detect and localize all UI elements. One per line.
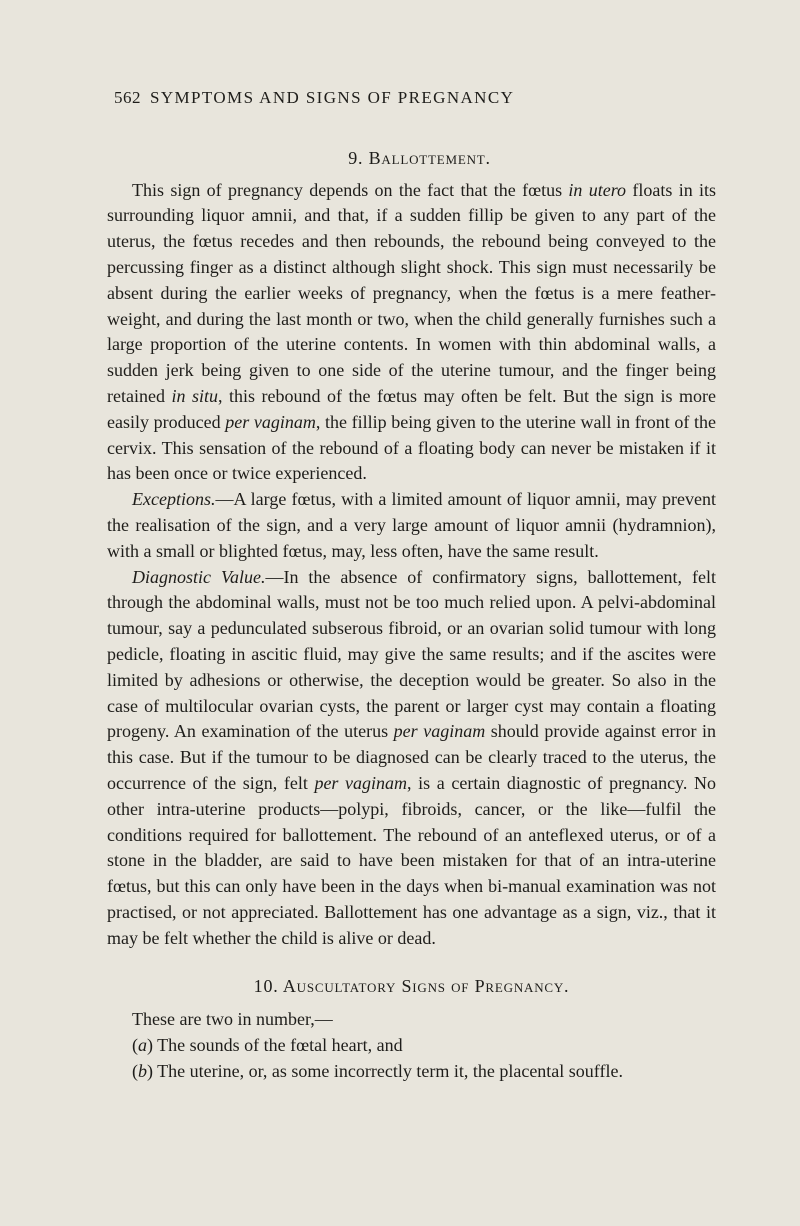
text-run: , is a certain diagnostic of pregnancy. No other intra-uterine products—polypi, fibroids, cancer, or the like—fulfil the conditions required for ballottement. The rebound of an anteflexed uterus, or of a stone in the bladder, are said to have been mistaken for that of an intra-uterine fœtus, but this can only have been in the days when bi-manual examination was not practised, or not appreciated. Ballottement has one advantage as a sign, viz., that it may be felt whether the child is alive or dead. xyxy=(107,772,716,948)
page-number: 562 xyxy=(114,88,141,107)
text-run: —A large fœtus, with a limited amount of liquor amnii, may prevent the realisation of the sign, and a very large amount of liquor amnii (hydramnion), with a small or blighted fœtus, may, less often, have the same result. xyxy=(107,489,716,561)
list-marker: b xyxy=(138,1060,147,1081)
paragraph-ballottement-intro xyxy=(107,178,716,488)
list-item: (a) The sounds of the fœtal heart, and xyxy=(132,1034,403,1055)
italic-term: per vaginam xyxy=(393,721,486,742)
paragraph-label-diagnostic-value: Diagnostic Value. xyxy=(132,566,266,587)
italic-term: per vaginam xyxy=(225,411,316,432)
list-item-text: The uterine, or, as some incorrectly term it, the placental souffle. xyxy=(153,1060,623,1081)
list-item-text: The sounds of the fœtal heart, and xyxy=(153,1034,403,1055)
paragraph-diagnostic-value xyxy=(107,565,716,952)
italic-term: in situ xyxy=(171,385,218,406)
italic-term: per vaginam xyxy=(314,772,408,793)
text-run: , this rebound of the fœtus may often be felt. But the sign is more easily produced xyxy=(107,385,716,432)
text-run: floats in its surrounding liquor amnii, and that, if a sudden fillip be given to any part of the uterus, the fœtus recedes and then rebounds, the rebound being conveyed to the percussing finger as a distinct although slight shock. This sign must necessarily be absent during the earlier weeks of pregnancy, when the fœtus is a mere feather-weight, and during the last month or two, when the child generally furnishes such a large proportion of the uterine contents. In women with thin abdominal walls, a sudden jerk being given to one side of the uterine tumour, and the finger being retained xyxy=(107,179,717,406)
italic-term: in utero xyxy=(568,179,627,200)
running-head xyxy=(114,88,716,107)
text-run: should provide against error in this case. But if the tumour to be diagnosed can be clearly traced to the uterus, the occurrence of the sign, felt xyxy=(107,721,717,793)
list-marker: a xyxy=(138,1034,147,1055)
list-item: (b) The uterine, or, as some incorrectly term it, the placental souffle. xyxy=(132,1060,623,1081)
paragraph-exceptions xyxy=(107,487,716,564)
text-run: , the fillip being given to the uterine wall in front of the cervix. This sensation of the rebound of a floating body can never be mistaken if it has been once or twice experienced. xyxy=(107,411,717,484)
section-body-ballottement xyxy=(107,178,716,952)
list-intro: These are two in number,— xyxy=(132,1009,333,1030)
section-heading-ballottement: 9. Ballottement. xyxy=(348,148,491,168)
paragraph-label-exceptions: Exceptions. xyxy=(132,489,216,510)
section-heading-auscultatory-signs: 10. Auscultatory Signs of Pregnancy. xyxy=(253,975,570,996)
text-run: —In the absence of confirmatory signs, ballottement, felt through the abdominal walls, must not be too much relied upon. A pelvi-abdominal tumour, say a pedunculated subserous fibroid, or an ovarian solid tumour with long pedicle, floating in ascitic fluid, may give the same results; and if the ascites were limited by adhesions or otherwise, the deception would be greater. So also in the case of multilocular ovarian cysts, the parent or larger cyst may contain a floating progeny. An examination of the uterus xyxy=(107,566,716,742)
text-run: This sign of pregnancy depends on the fact that the fœtus xyxy=(132,179,569,200)
running-title: SYMPTOMS AND SIGNS OF PREGNANCY xyxy=(150,88,515,107)
